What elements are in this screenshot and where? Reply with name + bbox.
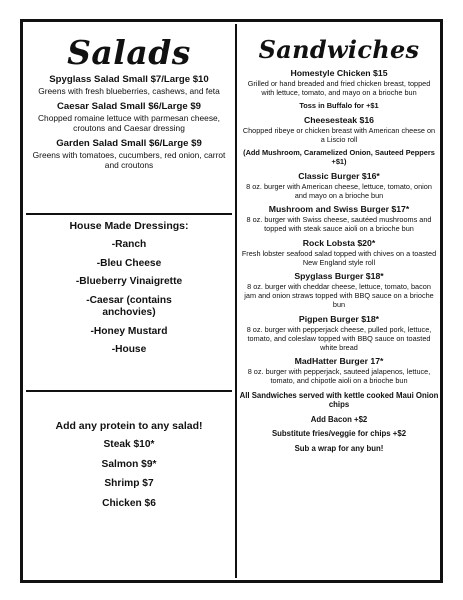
- dressing-item: -House: [111, 344, 147, 355]
- sandwich-title: Classic Burger $16*: [298, 170, 380, 181]
- salads-heading: Salads: [67, 33, 191, 72]
- salads-column: [26, 24, 232, 578]
- sandwich-description: 8 oz. burger with cheddar cheese, lettuce, tomato, bacon jam and onion straws topped with BBQ sauce on a brioche bun: [244, 281, 434, 310]
- sandwich-description: Chopped ribeye or chicken breast with American cheese on a Liscio roll: [242, 125, 436, 144]
- sandwich-title: Rock Lobsta $20*: [302, 237, 376, 248]
- sandwich-footer-note: Sub a wrap for any bun!: [294, 443, 384, 453]
- protein-section: [26, 420, 232, 517]
- dressing-item: -Caesar (contains anchovies): [86, 294, 172, 318]
- salad-description: Chopped romaine lettuce with parmesan cheese, croutons and Caesar dressing: [37, 112, 221, 133]
- sandwich-description: 8 oz. burger with pepperjack, sauteed jalapenos, lettuce, tomato, and chipotle aioli on a brioche bun: [247, 367, 431, 386]
- sandwich-note: (Add Mushroom, Caramelized Onion, Sauteed Peppers +$1): [243, 148, 435, 167]
- sandwich-title: Cheesesteak $16: [303, 114, 375, 125]
- salad-item-garden: [26, 138, 232, 171]
- sandwich-description: 8 oz. burger with pepperjack cheese, pulled pork, lettuce, tomato, and coleslaw topped with BBQ sauce on toasted white bread: [246, 324, 432, 352]
- protein-item: Shrimp $7: [104, 478, 154, 489]
- sandwich-title: Homestyle Chicken $15: [290, 68, 388, 78]
- dressing-item: -Bleu Cheese: [96, 257, 162, 269]
- dressings-title: House Made Dressings:: [69, 220, 189, 232]
- sandwich-title: Spyglass Burger $18*: [294, 270, 384, 281]
- protein-item: Steak $10*: [103, 439, 155, 450]
- salad-title: Spyglass Salad Small $7/Large $10: [49, 74, 209, 85]
- protein-item: Chicken $6: [102, 497, 156, 509]
- column-divider: [235, 24, 237, 578]
- sandwich-description: 8 oz. burger with American cheese, lettuce, tomato, onion and mayo on a brioche bun: [246, 181, 432, 200]
- sandwiches-column: [239, 24, 439, 578]
- dressing-item: -Blueberry Vinaigrette: [75, 276, 183, 287]
- salad-description: Greens with tomatoes, cucumbers, red onion, carrot and croutons: [32, 149, 226, 170]
- sandwich-description: Fresh lobster seafood salad topped with chives on a toasted New England style roll: [241, 248, 437, 267]
- section-divider: [26, 213, 232, 215]
- sandwiches-heading: Sandwiches: [258, 35, 420, 64]
- sandwich-note: Toss in Buffalo for +$1: [299, 101, 379, 111]
- salad-title: Garden Salad Small $6/Large $9: [56, 137, 202, 149]
- salad-description: Greens with fresh blueberries, cashews, and feta: [38, 86, 220, 96]
- sandwich-description: 8 oz. burger with Swiss cheese, sautéed mushrooms and topped with steak sauce aioli on a brioche bun: [246, 215, 432, 234]
- protein-title: Add any protein to any salad!: [55, 420, 203, 432]
- sandwich-footer-note: Add Bacon +$2: [310, 415, 368, 425]
- sandwich-description: Grilled or hand breaded and fried chicken breast, topped with lettuce, tomato, and mayo on a brioche bun: [247, 79, 431, 98]
- dressing-item: -Ranch: [111, 239, 147, 250]
- sandwich-footer-note: Substitute fries/veggie for chips +$2: [271, 429, 407, 439]
- salad-item-spyglass: [26, 74, 232, 97]
- sandwich-list: [239, 68, 439, 453]
- salad-title: Caesar Salad Small $6/Large $9: [57, 100, 201, 112]
- sandwich-title: MadHatter Burger 17*: [294, 356, 384, 367]
- protein-item: Salmon $9*: [101, 458, 157, 470]
- section-divider: [26, 390, 232, 392]
- dressing-item: -Honey Mustard: [90, 325, 168, 337]
- sandwich-footer-note: All Sandwiches served with kettle cooked Maui Onion chips: [239, 390, 439, 410]
- dressings-section: [26, 220, 232, 363]
- sandwich-title: Pigpen Burger $18*: [298, 313, 380, 324]
- sandwich-title: Mushroom and Swiss Burger $17*: [268, 204, 410, 215]
- salad-item-caesar: [26, 101, 232, 134]
